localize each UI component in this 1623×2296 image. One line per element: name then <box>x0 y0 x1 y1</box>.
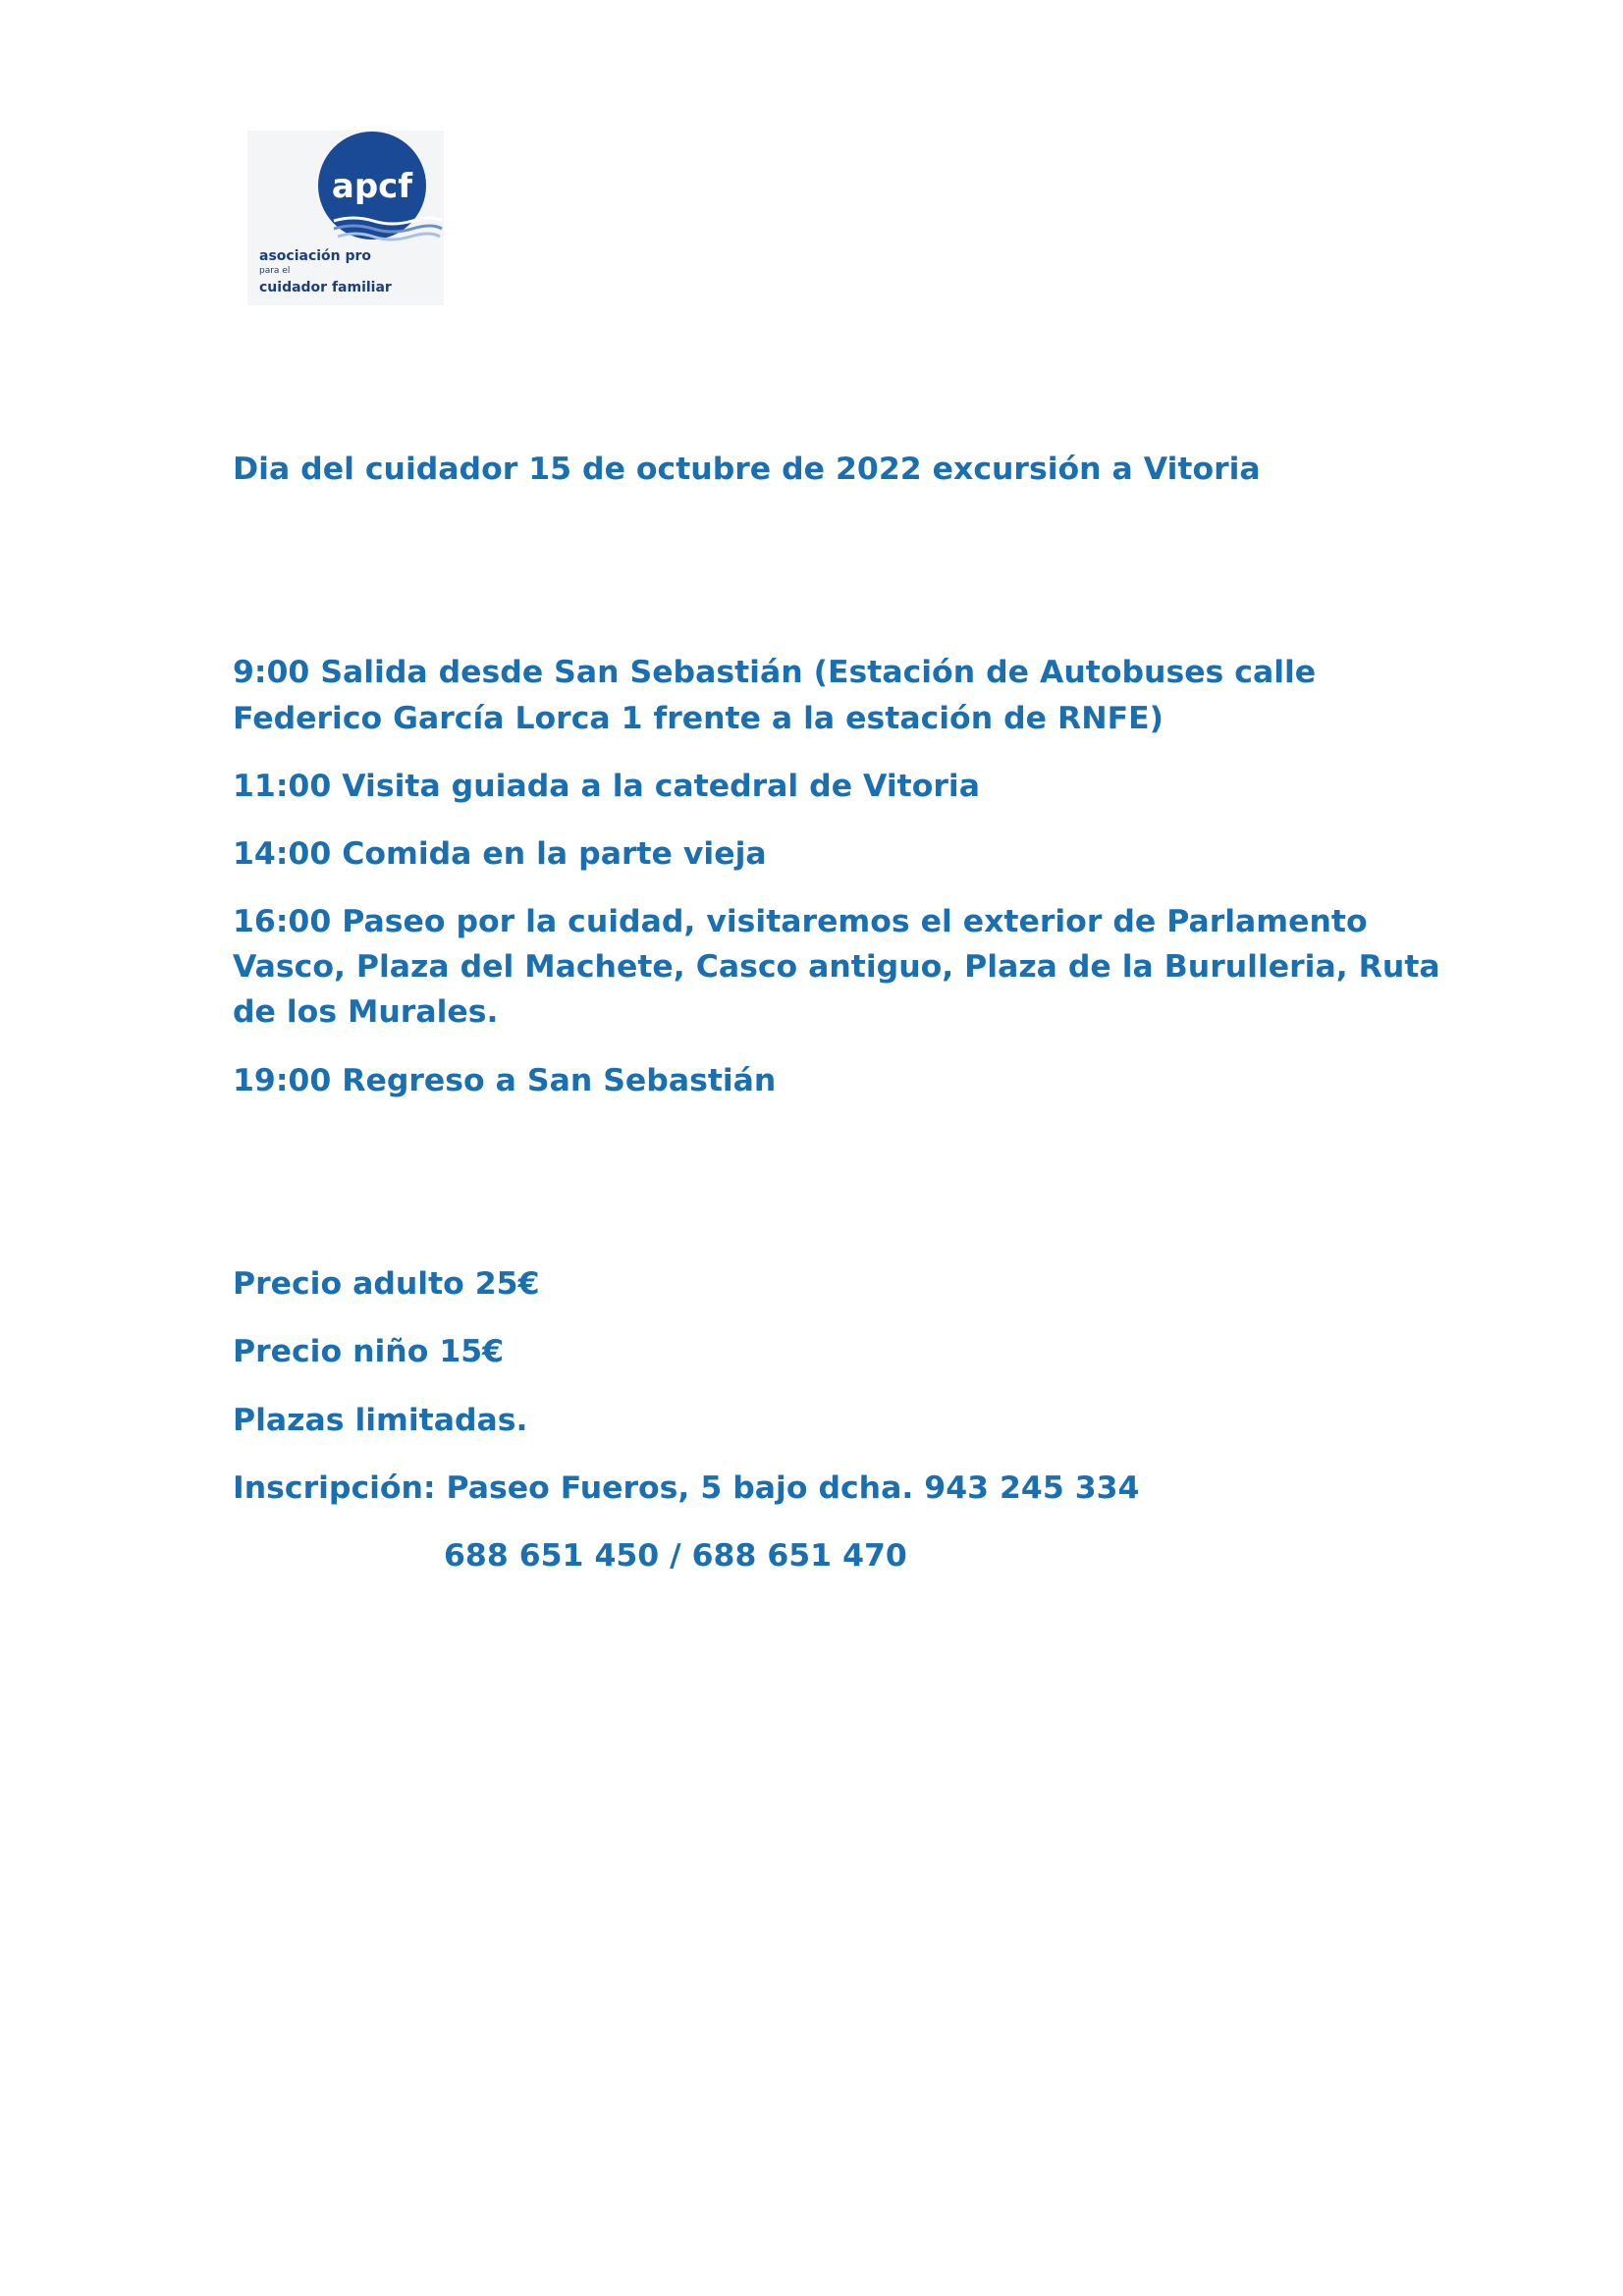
logo-line-2: para el <box>259 266 291 276</box>
schedule-item-1600-line-3: de los Murales. <box>233 994 499 1030</box>
registration-info: Inscripción: Paseo Fueros, 5 bajo dcha. 943 245 334 <box>233 1470 1140 1506</box>
schedule-item-0900-line-1: 9:00 Salida desde San Sebastián (Estación de Autobuses calle <box>233 655 1317 690</box>
logo-wordmark: apcf <box>331 167 413 206</box>
price-adult: Precio adulto 25€ <box>233 1266 540 1302</box>
limited-seats: Plazas limitadas. <box>233 1403 528 1438</box>
logo-line-3: cuidador familiar <box>259 280 392 295</box>
logo-line-1: asociación pro <box>259 248 372 264</box>
apcf-logo <box>247 131 444 305</box>
schedule-item-1600-line-1: 16:00 Paseo por la cuidad, visitaremos el exterior de Parlamento <box>233 904 1368 939</box>
schedule-item-1100: 11:00 Visita guiada a la catedral de Vitoria <box>233 769 980 804</box>
schedule-item-1900: 19:00 Regreso a San Sebastián <box>233 1063 777 1098</box>
schedule-item-0900-line-2: Federico García Lorca 1 frente a la estación de RNFE) <box>233 701 1164 736</box>
schedule-item-1600-line-2: Vasco, Plaza del Machete, Casco antiguo, Plaza de la Burulleria, Ruta <box>233 949 1440 985</box>
page-title: Dia del cuidador 15 de octubre de 2022 excursión a Vitoria <box>233 452 1261 487</box>
contact-phones: 688 651 450 / 688 651 470 <box>444 1538 907 1574</box>
schedule-item-1400: 14:00 Comida en la parte vieja <box>233 836 767 872</box>
price-child: Precio niño 15€ <box>233 1334 505 1369</box>
